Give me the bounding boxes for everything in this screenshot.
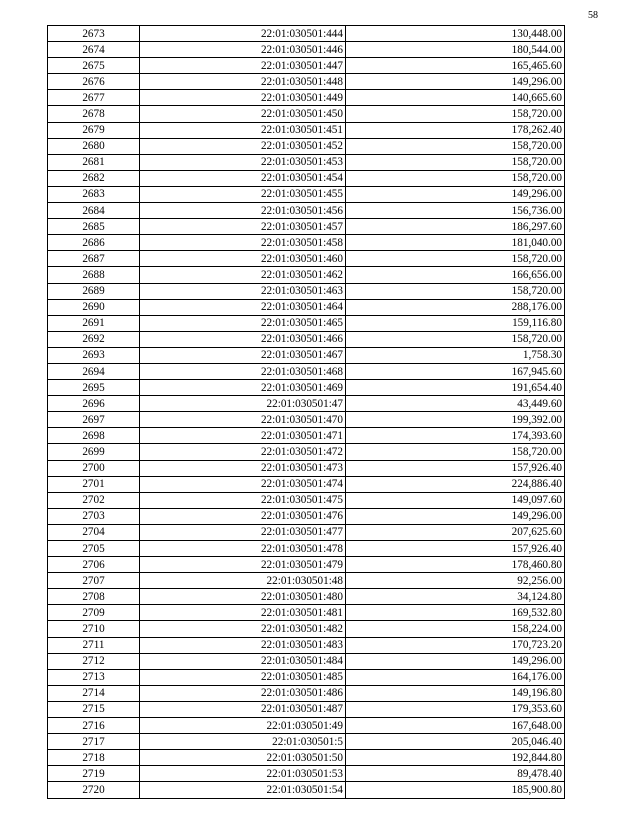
row-number-cell: 2680 (48, 138, 140, 154)
row-number-cell: 2713 (48, 669, 140, 685)
table-row (48, 524, 565, 540)
table-row (48, 718, 565, 734)
row-number-cell: 2677 (48, 90, 140, 106)
row-number-cell: 2697 (48, 412, 140, 428)
cadastral-value-cell: 164,176.00 (346, 669, 565, 685)
table-row (48, 637, 565, 653)
cadastral-number-cell: 22:01:030501:452 (140, 138, 346, 154)
cadastral-number-cell: 22:01:030501:464 (140, 299, 346, 315)
table-row (48, 701, 565, 717)
table-row (48, 26, 565, 42)
row-number-cell: 2693 (48, 347, 140, 363)
table-row (48, 557, 565, 573)
cadastral-number-cell: 22:01:030501:472 (140, 444, 346, 460)
row-number-cell: 2684 (48, 203, 140, 219)
cadastral-number-cell: 22:01:030501:447 (140, 58, 346, 74)
cadastral-value-cell: 43,449.60 (346, 396, 565, 412)
row-number-cell: 2676 (48, 74, 140, 90)
row-number-cell: 2716 (48, 718, 140, 734)
row-number-cell: 2707 (48, 573, 140, 589)
row-number-cell: 2703 (48, 508, 140, 524)
cadastral-value-cell: 158,720.00 (346, 251, 565, 267)
cadastral-number-cell: 22:01:030501:462 (140, 267, 346, 283)
cadastral-value-cell: 288,176.00 (346, 299, 565, 315)
row-number-cell: 2718 (48, 750, 140, 766)
cadastral-number-cell: 22:01:030501:471 (140, 428, 346, 444)
table-row (48, 444, 565, 460)
row-number-cell: 2714 (48, 685, 140, 701)
cadastral-number-cell: 22:01:030501:478 (140, 541, 346, 557)
table-row (48, 766, 565, 782)
cadastral-number-cell: 22:01:030501:49 (140, 718, 346, 734)
table-row (48, 267, 565, 283)
table-row (48, 621, 565, 637)
cadastral-number-cell: 22:01:030501:448 (140, 74, 346, 90)
row-number-cell: 2719 (48, 766, 140, 782)
cadastral-number-cell: 22:01:030501:460 (140, 251, 346, 267)
cadastral-value-cell: 205,046.40 (346, 734, 565, 750)
row-number-cell: 2692 (48, 331, 140, 347)
cadastral-number-cell: 22:01:030501:50 (140, 750, 346, 766)
row-number-cell: 2711 (48, 637, 140, 653)
cadastral-number-cell: 22:01:030501:465 (140, 315, 346, 331)
cadastral-value-cell: 158,720.00 (346, 331, 565, 347)
cadastral-value-cell: 149,196.80 (346, 685, 565, 701)
row-number-cell: 2704 (48, 524, 140, 540)
cadastral-value-cell: 186,297.60 (346, 219, 565, 235)
table-row (48, 74, 565, 90)
row-number-cell: 2715 (48, 701, 140, 717)
table-row (48, 363, 565, 379)
cadastral-number-cell: 22:01:030501:482 (140, 621, 346, 637)
cadastral-value-cell: 178,460.80 (346, 557, 565, 573)
cadastral-number-cell: 22:01:030501:487 (140, 701, 346, 717)
cadastral-number-cell: 22:01:030501:450 (140, 106, 346, 122)
table-row (48, 219, 565, 235)
cadastral-number-cell: 22:01:030501:474 (140, 476, 346, 492)
table-row (48, 541, 565, 557)
cadastral-value-cell: 149,296.00 (346, 653, 565, 669)
cadastral-value-cell: 224,886.40 (346, 476, 565, 492)
table-row (48, 589, 565, 605)
cadastral-value-cell: 158,720.00 (346, 283, 565, 299)
cadastral-value-table (47, 25, 565, 799)
page-number: 58 (588, 10, 598, 21)
table-row (48, 122, 565, 138)
cadastral-value-cell: 89,478.40 (346, 766, 565, 782)
cadastral-value-cell: 170,723.20 (346, 637, 565, 653)
cadastral-number-cell: 22:01:030501:47 (140, 396, 346, 412)
cadastral-number-cell: 22:01:030501:54 (140, 782, 346, 798)
table-row (48, 235, 565, 251)
table-row (48, 396, 565, 412)
row-number-cell: 2686 (48, 235, 140, 251)
table-row (48, 476, 565, 492)
cadastral-number-cell: 22:01:030501:475 (140, 492, 346, 508)
cadastral-number-cell: 22:01:030501:458 (140, 235, 346, 251)
cadastral-number-cell: 22:01:030501:463 (140, 283, 346, 299)
table-row (48, 782, 565, 798)
cadastral-number-cell: 22:01:030501:48 (140, 573, 346, 589)
table-row (48, 58, 565, 74)
row-number-cell: 2674 (48, 42, 140, 58)
table-row (48, 42, 565, 58)
cadastral-value-cell: 179,353.60 (346, 701, 565, 717)
cadastral-value-cell: 159,116.80 (346, 315, 565, 331)
table-row (48, 186, 565, 202)
cadastral-number-cell: 22:01:030501:454 (140, 170, 346, 186)
table-row (48, 106, 565, 122)
cadastral-value-cell: 158,720.00 (346, 138, 565, 154)
table-row (48, 283, 565, 299)
cadastral-value-cell: 149,097.60 (346, 492, 565, 508)
cadastral-number-cell: 22:01:030501:451 (140, 122, 346, 138)
cadastral-number-cell: 22:01:030501:473 (140, 460, 346, 476)
cadastral-value-cell: 191,654.40 (346, 380, 565, 396)
row-number-cell: 2695 (48, 380, 140, 396)
table-row (48, 170, 565, 186)
cadastral-value-cell: 158,720.00 (346, 106, 565, 122)
row-number-cell: 2710 (48, 621, 140, 637)
cadastral-number-cell: 22:01:030501:446 (140, 42, 346, 58)
table-row (48, 605, 565, 621)
row-number-cell: 2682 (48, 170, 140, 186)
table-row (48, 685, 565, 701)
cadastral-value-cell: 199,392.00 (346, 412, 565, 428)
table-row (48, 90, 565, 106)
table-row (48, 315, 565, 331)
table-row (48, 412, 565, 428)
cadastral-number-cell: 22:01:030501:485 (140, 669, 346, 685)
row-number-cell: 2678 (48, 106, 140, 122)
row-number-cell: 2698 (48, 428, 140, 444)
row-number-cell: 2709 (48, 605, 140, 621)
table-row (48, 669, 565, 685)
row-number-cell: 2699 (48, 444, 140, 460)
cadastral-number-cell: 22:01:030501:453 (140, 154, 346, 170)
row-number-cell: 2712 (48, 653, 140, 669)
table-row (48, 154, 565, 170)
cadastral-value-cell: 158,720.00 (346, 170, 565, 186)
cadastral-number-cell: 22:01:030501:466 (140, 331, 346, 347)
row-number-cell: 2691 (48, 315, 140, 331)
cadastral-value-cell: 158,224.00 (346, 621, 565, 637)
cadastral-value-cell: 169,532.80 (346, 605, 565, 621)
row-number-cell: 2701 (48, 476, 140, 492)
cadastral-value-cell: 92,256.00 (346, 573, 565, 589)
row-number-cell: 2717 (48, 734, 140, 750)
cadastral-value-cell: 1,758.30 (346, 347, 565, 363)
cadastral-number-cell: 22:01:030501:467 (140, 347, 346, 363)
cadastral-value-cell: 34,124.80 (346, 589, 565, 605)
table-row (48, 653, 565, 669)
cadastral-value-cell: 181,040.00 (346, 235, 565, 251)
row-number-cell: 2688 (48, 267, 140, 283)
table-row (48, 428, 565, 444)
cadastral-value-cell: 149,296.00 (346, 186, 565, 202)
cadastral-number-cell: 22:01:030501:486 (140, 685, 346, 701)
cadastral-number-cell: 22:01:030501:476 (140, 508, 346, 524)
cadastral-value-cell: 180,544.00 (346, 42, 565, 58)
cadastral-number-cell: 22:01:030501:53 (140, 766, 346, 782)
cadastral-value-cell: 207,625.60 (346, 524, 565, 540)
row-number-cell: 2689 (48, 283, 140, 299)
row-number-cell: 2673 (48, 26, 140, 42)
cadastral-value-cell: 149,296.00 (346, 74, 565, 90)
cadastral-number-cell: 22:01:030501:470 (140, 412, 346, 428)
row-number-cell: 2687 (48, 251, 140, 267)
cadastral-value-cell: 158,720.00 (346, 444, 565, 460)
row-number-cell: 2675 (48, 58, 140, 74)
cadastral-number-cell: 22:01:030501:480 (140, 589, 346, 605)
cadastral-number-cell: 22:01:030501:479 (140, 557, 346, 573)
cadastral-value-cell: 178,262.40 (346, 122, 565, 138)
table-row (48, 203, 565, 219)
table-row (48, 380, 565, 396)
row-number-cell: 2694 (48, 363, 140, 379)
cadastral-value-cell: 165,465.60 (346, 58, 565, 74)
row-number-cell: 2706 (48, 557, 140, 573)
cadastral-number-cell: 22:01:030501:455 (140, 186, 346, 202)
row-number-cell: 2705 (48, 541, 140, 557)
cadastral-number-cell: 22:01:030501:484 (140, 653, 346, 669)
cadastral-value-cell: 149,296.00 (346, 508, 565, 524)
cadastral-value-cell: 140,665.60 (346, 90, 565, 106)
cadastral-value-cell: 130,448.00 (346, 26, 565, 42)
cadastral-value-cell: 157,926.40 (346, 460, 565, 476)
cadastral-number-cell: 22:01:030501:456 (140, 203, 346, 219)
row-number-cell: 2683 (48, 186, 140, 202)
row-number-cell: 2685 (48, 219, 140, 235)
table-row (48, 331, 565, 347)
table-row (48, 492, 565, 508)
row-number-cell: 2702 (48, 492, 140, 508)
cadastral-value-cell: 158,720.00 (346, 154, 565, 170)
cadastral-value-cell: 192,844.80 (346, 750, 565, 766)
row-number-cell: 2679 (48, 122, 140, 138)
table-row (48, 138, 565, 154)
cadastral-value-cell: 156,736.00 (346, 203, 565, 219)
cadastral-value-cell: 167,945.60 (346, 363, 565, 379)
row-number-cell: 2681 (48, 154, 140, 170)
table-row (48, 299, 565, 315)
row-number-cell: 2708 (48, 589, 140, 605)
cadastral-value-cell: 185,900.80 (346, 782, 565, 798)
row-number-cell: 2700 (48, 460, 140, 476)
row-number-cell: 2720 (48, 782, 140, 798)
table-row (48, 251, 565, 267)
cadastral-number-cell: 22:01:030501:481 (140, 605, 346, 621)
cadastral-value-cell: 167,648.00 (346, 718, 565, 734)
row-number-cell: 2696 (48, 396, 140, 412)
cadastral-value-cell: 174,393.60 (346, 428, 565, 444)
table-body (48, 26, 565, 799)
table-row (48, 750, 565, 766)
cadastral-value-cell: 157,926.40 (346, 541, 565, 557)
cadastral-number-cell: 22:01:030501:457 (140, 219, 346, 235)
cadastral-number-cell: 22:01:030501:477 (140, 524, 346, 540)
cadastral-number-cell: 22:01:030501:5 (140, 734, 346, 750)
row-number-cell: 2690 (48, 299, 140, 315)
cadastral-value-cell: 166,656.00 (346, 267, 565, 283)
cadastral-number-cell: 22:01:030501:449 (140, 90, 346, 106)
table-row (48, 734, 565, 750)
table-row (48, 347, 565, 363)
table-row (48, 573, 565, 589)
cadastral-number-cell: 22:01:030501:468 (140, 363, 346, 379)
cadastral-number-cell: 22:01:030501:469 (140, 380, 346, 396)
table-row (48, 460, 565, 476)
cadastral-number-cell: 22:01:030501:444 (140, 26, 346, 42)
table-row (48, 508, 565, 524)
cadastral-number-cell: 22:01:030501:483 (140, 637, 346, 653)
